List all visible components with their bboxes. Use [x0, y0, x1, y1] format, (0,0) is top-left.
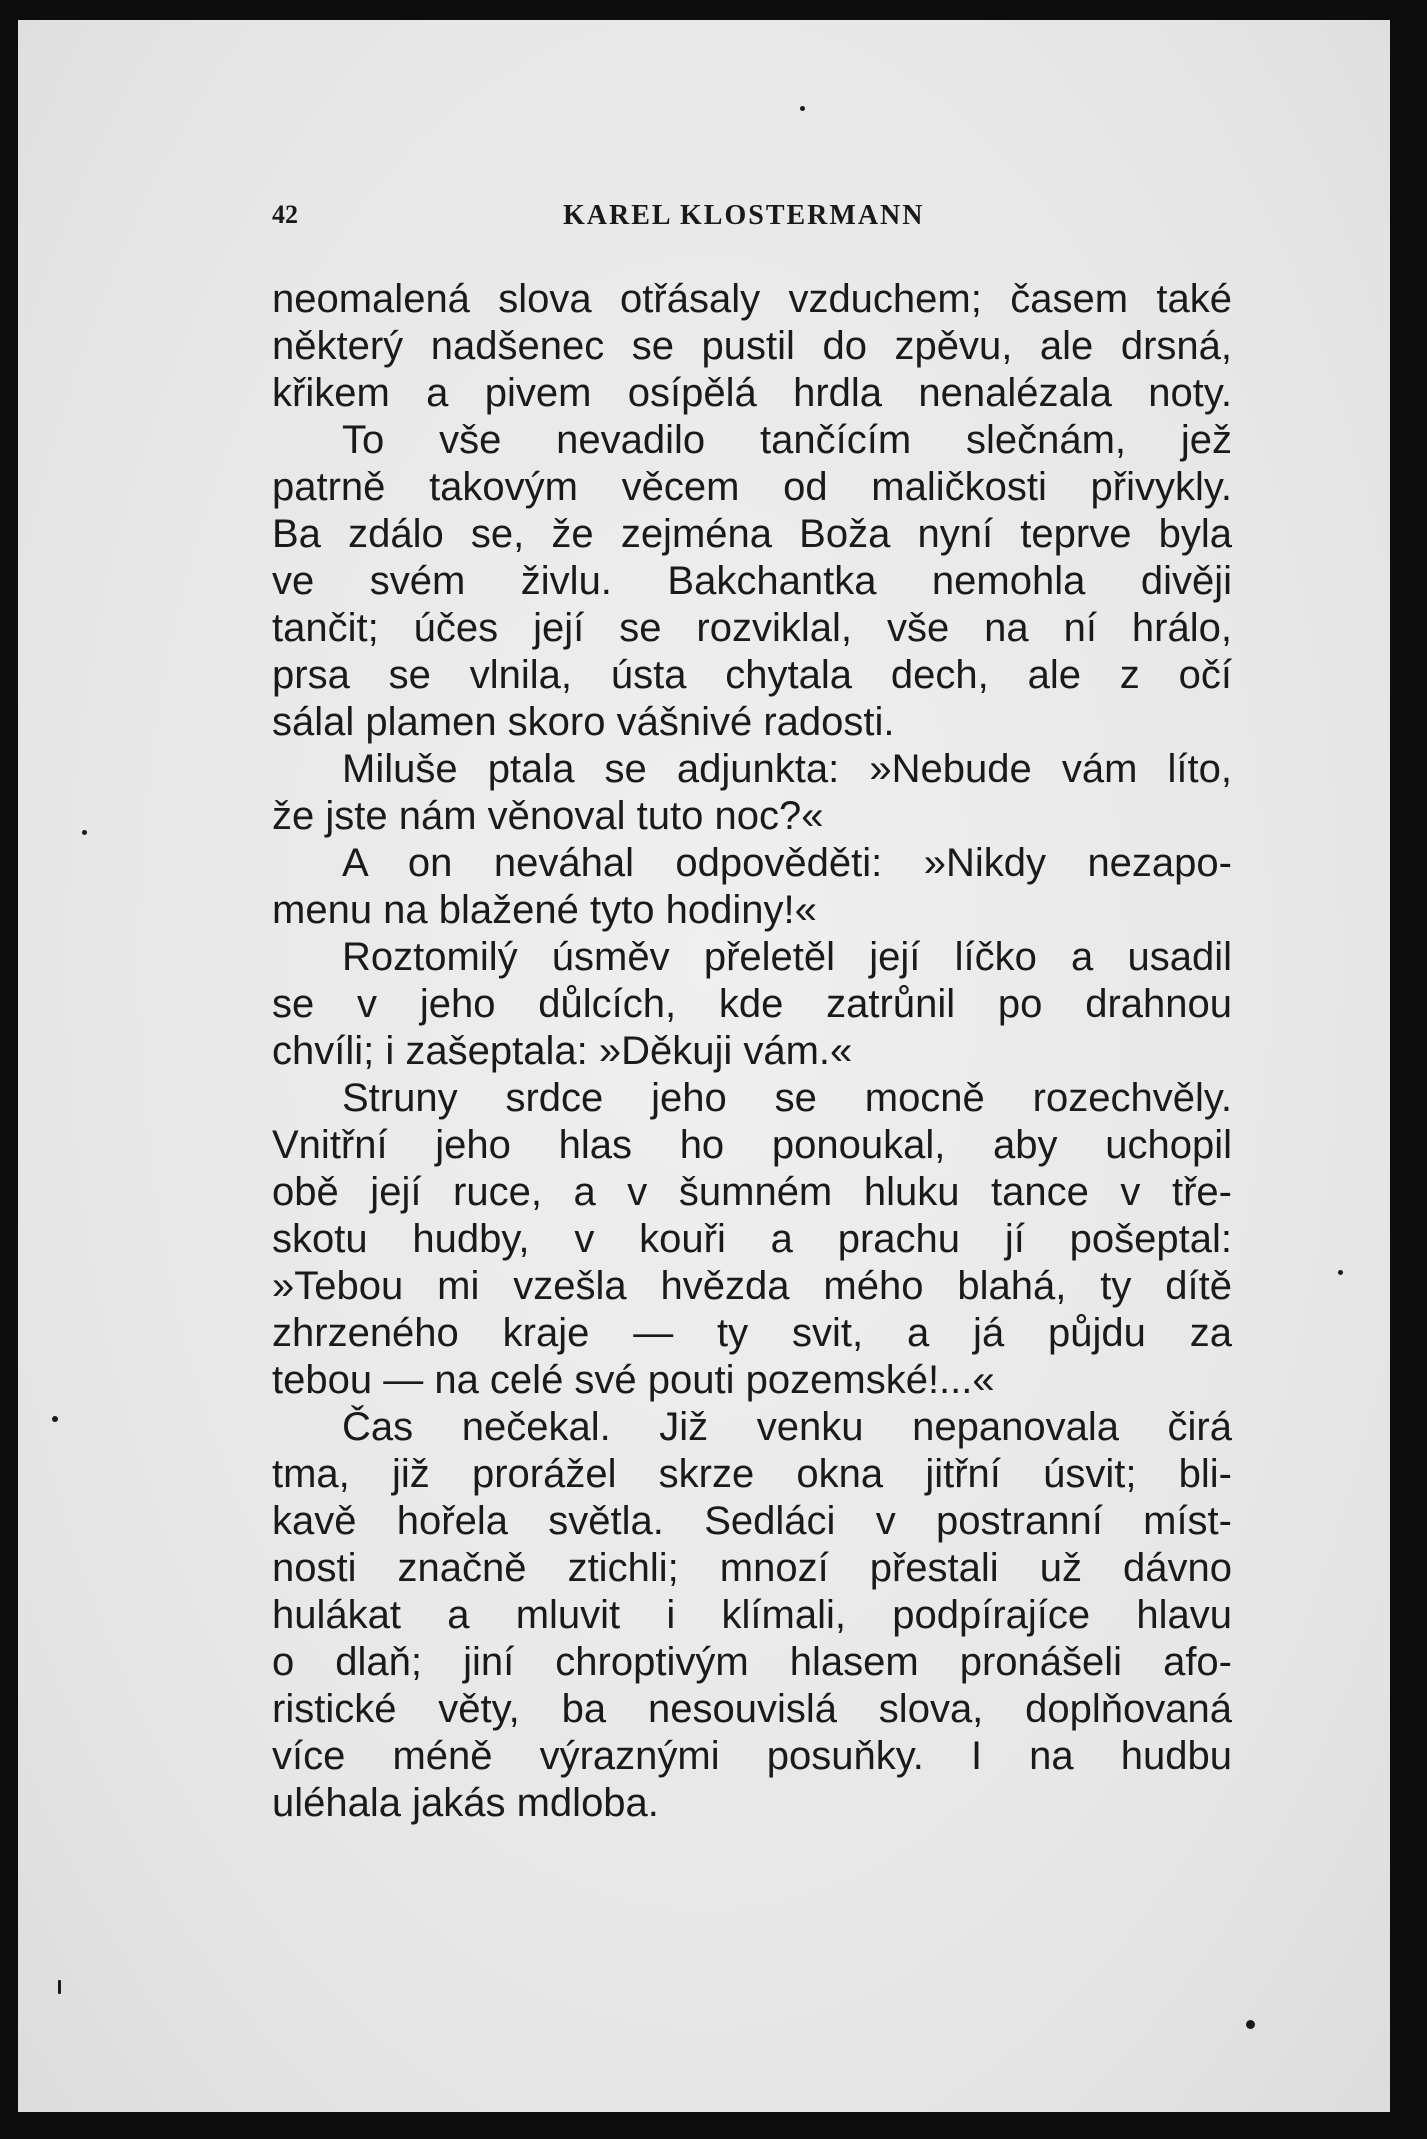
text-line: Ba zdálo se, že zejména Boža nyní teprve byla [272, 512, 1232, 556]
text-line: chvíli; i zašeptala: »Děkuji vám.« [272, 1029, 853, 1073]
body-text [272, 276, 1232, 1827]
text-line: sálal plamen skoro vášnivé radosti. [272, 700, 895, 744]
text-line: se v jeho důlcích, kde zatrůnil po drahnou [272, 982, 1232, 1026]
text-line: To vše nevadilo tančícím slečnám, jež [342, 418, 1232, 462]
text-line: některý nadšenec se pustil do zpěvu, ale drsná, [272, 324, 1232, 368]
dust-speck [1338, 1270, 1343, 1275]
text-line: skotu hudby, v kouři a prachu jí pošeptal: [272, 1217, 1232, 1261]
text-line: hulákat a mluvit i klímali, podpírajíce hlavu [272, 1593, 1232, 1637]
dust-speck [82, 830, 87, 835]
dust-speck [1246, 2020, 1255, 2029]
text-line: tančit; účes její se rozviklal, vše na ní hrálo, [272, 606, 1232, 650]
page-number: 42 [272, 200, 298, 229]
text-line: Čas nečekal. Již venku nepanovala čirá [342, 1405, 1232, 1449]
text-line: Roztomilý úsměv přeletěl její líčko a usadil [342, 935, 1232, 979]
text-line: »Tebou mi vzešla hvězda mého blahá, ty dítě [272, 1264, 1232, 1308]
dust-speck [58, 1980, 61, 1994]
dust-speck [800, 106, 805, 111]
text-line: patrně takovým věcem od maličkosti přivykly. [272, 465, 1232, 509]
text-line: kavě hořela světla. Sedláci v postranní míst- [272, 1499, 1232, 1543]
text-line: A on neváhal odpověděti: »Nikdy nezapo- [342, 841, 1232, 885]
text-line: prsa se vlnila, ústa chytala dech, ale z očí [272, 653, 1232, 697]
text-line: Struny srdce jeho se mocně rozechvěly. [342, 1076, 1232, 1120]
running-title: KAREL KLOSTERMANN [563, 200, 925, 231]
text-line: Vnitřní jeho hlas ho ponoukal, aby uchopil [272, 1123, 1232, 1167]
text-line: ve svém živlu. Bakchantka nemohla divěji [272, 559, 1232, 603]
text-line: že jste nám věnoval tuto noc?« [272, 794, 824, 838]
text-line: tebou — na celé své pouti pozemské!...« [272, 1358, 995, 1402]
text-line: zhrzeného kraje — ty svit, a já půjdu za [272, 1311, 1232, 1355]
text-line: o dlaň; jiní chroptivým hlasem pronášeli afo- [272, 1640, 1232, 1684]
dust-speck [52, 1416, 58, 1422]
text-line: ristické věty, ba nesouvislá slova, doplňovaná [272, 1687, 1232, 1731]
text-line: Miluše ptala se adjunkta: »Nebude vám líto, [342, 747, 1232, 791]
text-line: neomalená slova otřásaly vzduchem; časem také [272, 277, 1232, 321]
text-line: tma, již prorážel skrze okna jitřní úsvit; bli- [272, 1452, 1232, 1496]
text-line: křikem a pivem osípělá hrdla nenalézala noty. [272, 371, 1232, 415]
page-header [270, 196, 1232, 236]
text-line: uléhala jakás mdloba. [272, 1781, 659, 1825]
text-line: nosti značně ztichli; mnozí přestali už dávno [272, 1546, 1232, 1590]
text-line: obě její ruce, a v šumném hluku tance v tře- [272, 1170, 1232, 1214]
text-line: menu na blažené tyto hodiny!« [272, 888, 817, 932]
text-line: více méně výraznými posuňky. I na hudbu [272, 1734, 1232, 1778]
